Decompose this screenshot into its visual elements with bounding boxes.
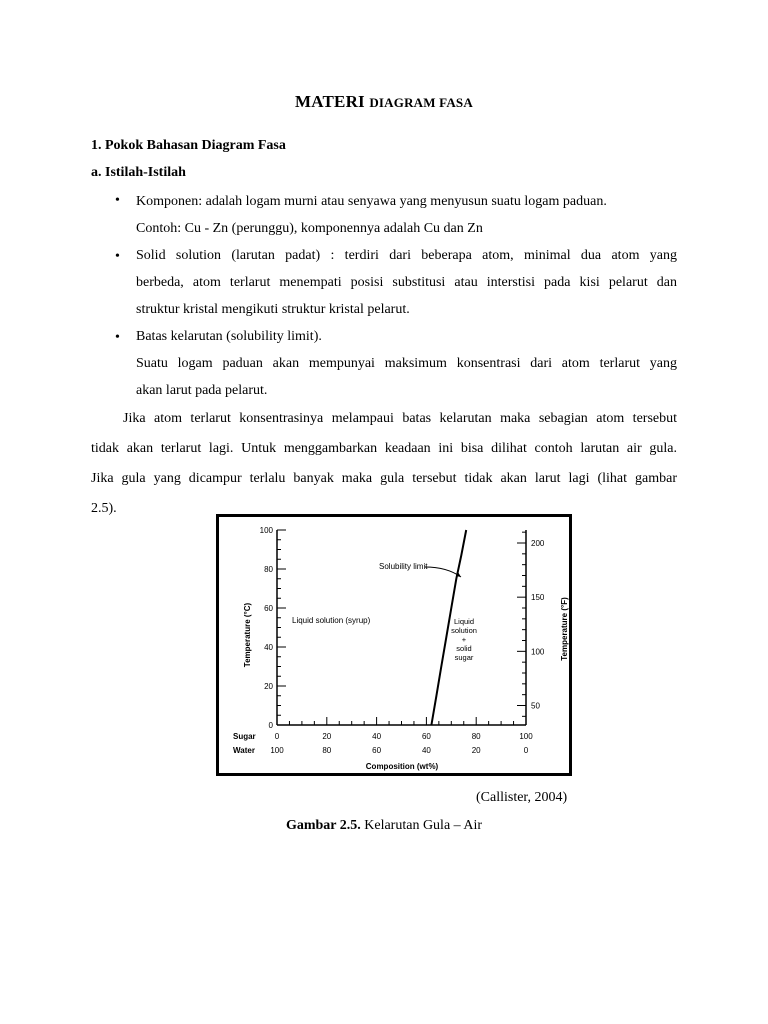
- x-tick-label-sugar: 100: [519, 732, 533, 741]
- y-tick-label-celsius: 80: [264, 565, 273, 574]
- x-row-label-sugar: Sugar: [233, 732, 256, 741]
- region-label-mixture-5: sugar: [454, 653, 474, 662]
- chart-svg: [219, 517, 569, 773]
- paragraph-line: Jika gula yang dicampur terlalu banyak maka gula tersebut tidak akan larut lagi (lihat gambar: [91, 471, 677, 486]
- bullet-marker: •: [115, 330, 120, 345]
- paragraph-line: Jika atom terlarut konsentrasinya melampaui batas kelarutan maka sebagian atom tersebut: [123, 411, 677, 426]
- figure-caption: [0, 818, 768, 834]
- bullet-item-komponen: [136, 188, 681, 242]
- region-label-mixture-3: +: [461, 635, 467, 644]
- title-rest: DIAGRAM FASA: [369, 95, 473, 110]
- bullet-marker: •: [115, 193, 120, 208]
- region-label-mixture-4: solid: [456, 644, 472, 653]
- section-heading: 1. Pokok Bahasan Diagram Fasa: [91, 138, 286, 153]
- bullet-line: struktur kristal mengikuti struktur kristal pelarut.: [136, 302, 410, 317]
- x-tick-label-water: 100: [270, 746, 284, 755]
- y-tick-label-fahrenheit: 100: [531, 647, 545, 657]
- region-label-mixture-1: Liquid: [453, 617, 475, 626]
- y-tick-label-celsius: 100: [259, 526, 273, 535]
- x-tick-label-sugar: 0: [274, 732, 280, 741]
- caption-number: Gambar 2.5.: [285, 818, 361, 833]
- x-tick-label-sugar: 20: [322, 732, 332, 741]
- y-axis-label-celsius: Temperature (°C): [243, 602, 252, 668]
- bullet-line: berbeda, atom terlarut menempati posisi substitusi atau interstisi pada kisi pelarut dan: [136, 275, 677, 290]
- x-tick-label-sugar: 40: [372, 732, 382, 741]
- bullet-line: Solid solution (larutan padat) : terdiri dari beberapa atom, minimal dua atom yang: [136, 248, 677, 263]
- bullet-item-batas-kelarutan: [136, 323, 677, 404]
- bullet-item-solid-solution: [136, 242, 677, 323]
- figure-solubility-chart: [216, 514, 572, 776]
- bullet-line: akan larut pada pelarut.: [136, 383, 268, 398]
- x-axis-label: Composition (wt%): [365, 762, 439, 771]
- region-label-mixture-2: solution: [451, 626, 477, 635]
- y-tick-label-celsius: 0: [268, 721, 273, 730]
- x-tick-label-water: 20: [471, 746, 481, 755]
- x-tick-label-water: 80: [322, 746, 332, 755]
- x-tick-label-sugar: 80: [471, 732, 481, 741]
- x-row-label-water: Water: [233, 746, 255, 755]
- figure-citation: (Callister, 2004): [476, 790, 568, 805]
- bullet-line: Suatu logam paduan akan mempunyai maksimum konsentrasi dari atom terlarut yang: [136, 356, 677, 371]
- body-paragraph: [91, 404, 677, 524]
- y-tick-label-fahrenheit: 150: [531, 593, 545, 603]
- annotation-arrow: [425, 567, 461, 577]
- region-label-liquid: Liquid solution (syrup): [292, 616, 371, 625]
- y-axis-label-fahrenheit: Temperature (°F): [560, 597, 569, 661]
- x-tick-label-sugar: 60: [421, 732, 431, 741]
- y-tick-label-fahrenheit: 200: [531, 539, 545, 548]
- subsection-heading: a. Istilah-Istilah: [91, 165, 186, 180]
- x-tick-label-water: 60: [372, 746, 382, 755]
- y-tick-label-celsius: 40: [264, 643, 273, 652]
- paragraph-line: tidak akan terlarut lagi. Untuk menggambarkan keadaan ini bisa dilihat contoh larutan air gula.: [91, 441, 677, 456]
- caption-text: Kelarutan Gula – Air: [360, 818, 483, 833]
- bullet-line: Batas kelarutan (solubility limit).: [136, 329, 322, 344]
- y-tick-label-celsius: 20: [264, 682, 273, 691]
- paragraph-line: 2.5).: [91, 501, 117, 516]
- x-tick-label-water: 0: [523, 746, 529, 755]
- y-tick-label-fahrenheit: 50: [531, 701, 540, 711]
- page-title: [0, 92, 768, 112]
- y-tick-label-celsius: 60: [264, 604, 273, 613]
- title-main: MATERI: [295, 92, 365, 111]
- bullet-text-cont: Contoh: Cu - Zn (perunggu), komponennya adalah Cu dan Zn: [136, 221, 483, 236]
- x-tick-label-water: 40: [421, 746, 431, 755]
- bullet-text: Komponen: adalah logam murni atau senyawa yang menyusun suatu logam paduan.: [136, 194, 607, 209]
- bullet-marker: •: [115, 249, 120, 264]
- curve-annotation: Solubility limit: [379, 562, 428, 571]
